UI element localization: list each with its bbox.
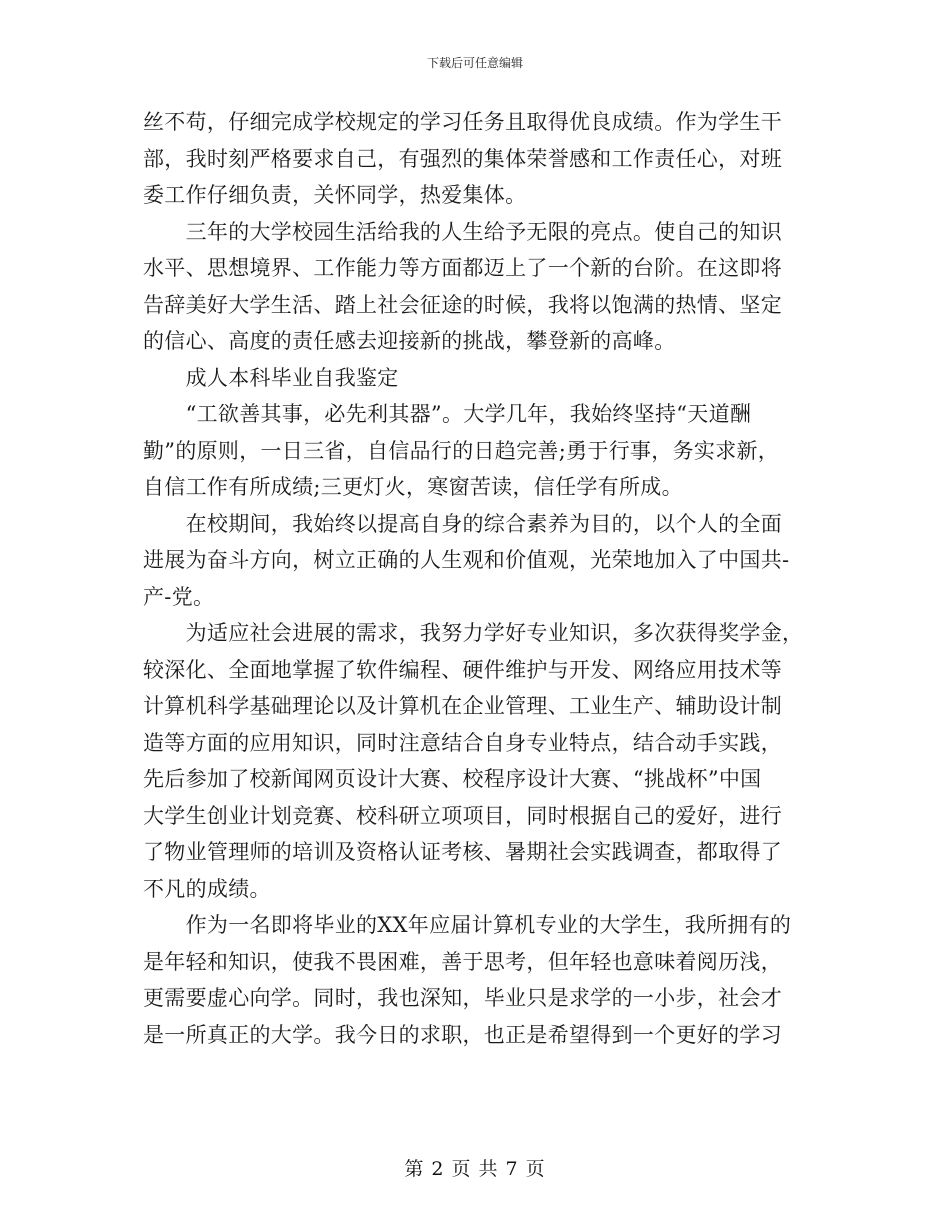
text-line: 大学生创业计划竞赛、校科研立项项目，同时根据自己的爱好，进行 — [143, 803, 782, 828]
text-line: 部，我时刻严格要求自己，有强烈的集体荣誉感和工作责任心，对班 — [143, 146, 782, 171]
text-line: 成人本科毕业自我鉴定 — [143, 365, 399, 390]
text-line: 委工作仔细负责，关怀同学，热爱集体。 — [143, 183, 527, 207]
text-line: 进展为奋斗方向，树立正确的人生观和价值观，光荣地加入了中国共- — [143, 548, 790, 572]
text-line: 三年的大学校园生活给我的人生给予无限的亮点。使自己的知识 — [143, 219, 782, 244]
text-line: “工欲善其事，必先利其器”。大学几年，我始终坚持“天道酬 — [143, 402, 752, 426]
text-line: 较深化、全面地掌握了软件编程、硬件维护与开发、网络应用技术等 — [143, 657, 782, 682]
text-line: 自信工作有所成绩;三更灯火，寒窗苦读，信任学有所成。 — [143, 475, 683, 499]
text-line: 为适应社会进展的需求，我努力学好专业知识，多次获得奖学金， — [143, 621, 804, 645]
text-line: 造等方面的应用知识，同时注意结合自身专业特点，结合动手实践， — [143, 730, 782, 755]
text-line: 作为一名即将毕业的XX年应届计算机专业的大学生，我所拥有的 — [143, 913, 792, 937]
text-line: 先后参加了校新闻网页设计大赛、校程序设计大赛、“挑战杯”中国 — [143, 767, 762, 791]
text-line: 丝不苟，仔细完成学校规定的学习任务且取得优良成绩。作为学生干 — [143, 110, 782, 134]
text-line: 勤”的原则，一日三省，自信品行的日趋完善;勇于行事，务实求新， — [143, 438, 780, 463]
page-footer: 第 2 页 共 7 页 — [404, 1158, 546, 1180]
page-header: 下载后可任意编辑 — [426, 56, 523, 70]
text-line: 更需要虚心向学。同时，我也深知，毕业只是求学的一小步，社会才 — [143, 986, 782, 1010]
text-line: 告辞美好大学生活、踏上社会征途的时候，我将以饱满的热情、坚定 — [143, 292, 782, 317]
text-line: 了物业管理师的培训及资格认证考核、暑期社会实践调查，都取得了 — [143, 840, 782, 864]
text-line: 是年轻和知识，使我不畏困难，善于思考，但年轻也意味着阅历浅， — [143, 949, 782, 974]
text-line: 是一所真正的大学。我今日的求职，也正是希望得到一个更好的学习 — [143, 1022, 782, 1047]
text-line: 计算机科学基础理论以及计算机在企业管理、工业生产、辅助设计制 — [143, 694, 782, 718]
text-line: 的信心、高度的责任感去迎接新的挑战，攀登新的高峰。 — [143, 329, 676, 353]
text-line: 产-党。 — [143, 584, 215, 609]
text-line: 不凡的成绩。 — [143, 876, 271, 901]
document-body — [143, 104, 805, 1053]
text-line: 在校期间，我始终以提高自身的综合素养为目的，以个人的全面 — [143, 511, 782, 536]
text-line: 水平、思想境界、工作能力等方面都迈上了一个新的台阶。在这即将 — [143, 256, 782, 280]
